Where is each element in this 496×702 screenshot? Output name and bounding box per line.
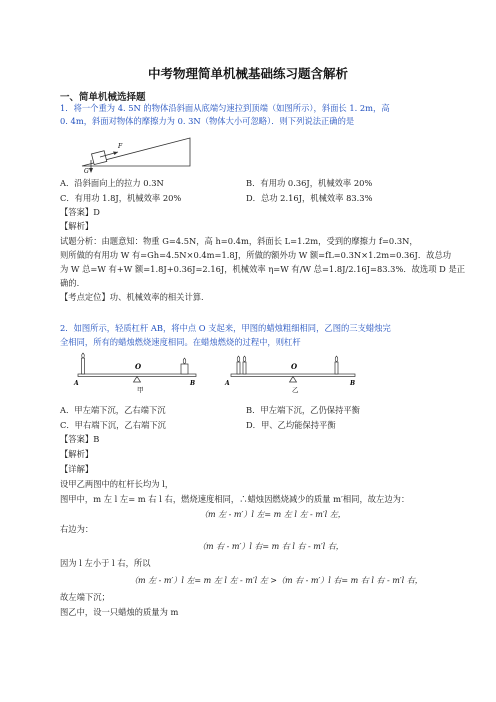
q2-conclusion: 故左端下沉； xyxy=(60,592,110,602)
q1-analysis-heading: 【解析】 xyxy=(60,221,94,231)
q1-option-b: B．有用功 0.36J，机械效率 20% xyxy=(246,178,373,188)
q2-option-d: D．甲、乙均能保持平衡 xyxy=(246,420,336,430)
incline-diagram xyxy=(78,133,198,173)
lever-end-a-jia: A xyxy=(74,380,79,387)
q2-equation-right: （m 右 - m′）l 右= m 右 l 右 - m′l 右， xyxy=(198,542,344,551)
q1-stem-line-2: 0. 4m，斜面对物体的摩擦力为 0. 3N（物体大小可忽略）．则下列说法正确的是 xyxy=(60,116,355,126)
q2-option-b: B．甲左端下沉，乙仍保持平衡 xyxy=(246,405,360,415)
q1-analysis-line-2: 则所做的有用功 W 有=Gh=4.5N×0.4m=1.8J，所做的额外功 W 额=fL=0.3N×1.2m=0.36J．故总功 xyxy=(60,250,452,260)
lever-diagram-jia xyxy=(74,352,224,402)
page-title: 中考物理简单机械基础练习题含解析 xyxy=(147,66,348,81)
q1-option-a: A．沿斜面向上的拉力 0.3N xyxy=(60,178,164,188)
q2-explanation-5: 图乙中，设一只蜡烛的质量为 m xyxy=(60,607,179,617)
q1-answer: 【答案】D xyxy=(60,207,100,217)
q1-analysis-line-3: 为 W 总=W 有+W 额=1.8J+0.36J=2.16J，机械效率 η=W 有/W 总=1.8J/2.16J=83.3%．故选项 D 是正 xyxy=(60,264,466,274)
q2-equation-left: （m 左 - m′）l 左= m 左 l 左 - m′l 左， xyxy=(200,510,346,519)
gravity-label: G xyxy=(84,168,89,175)
q2-stem-line-1: 2．如图所示，轻质杠杆 AB，将中点 O 支起来，甲图的蜡烛粗细相同，乙图的三支蜡烛完 xyxy=(60,323,391,333)
q2-stem-line-2: 全相同，所有的蜡烛燃烧速度相同。在蜡烛燃烧的过程中，则杠杆 xyxy=(60,337,301,347)
q1-analysis-line-4: 确的. xyxy=(60,278,80,288)
lever-end-b-jia: B xyxy=(190,380,196,387)
q2-option-a: A．甲左端下沉，乙右端下沉 xyxy=(60,405,166,415)
lever-end-a-yi: A xyxy=(225,380,230,387)
figure-caption-yi: 乙 xyxy=(292,386,299,394)
q2-answer: 【答案】B xyxy=(60,434,100,444)
q2-explanation-2: 图甲中，m 左 l 左= m 右 l 右，燃烧速度相同，∴蜡烛因燃烧减少的质量 m′相同，故左边为： xyxy=(60,494,410,504)
q2-analysis-heading: 【解析】 xyxy=(60,449,94,459)
pivot-o-yi: O xyxy=(291,362,298,371)
lever-end-b-yi: B xyxy=(350,380,356,387)
q1-option-c: C．有用功 1.8J，机械效率 20% xyxy=(60,193,182,203)
pivot-o-jia: O xyxy=(135,362,142,371)
q2-explanation-4: 因为 l 左小于 l 右，所以 xyxy=(60,558,151,568)
force-label: F xyxy=(118,143,123,150)
q2-inequality: （m 左 - m′）l 左= m 左 l 左 - m′l 左 >（m 右 - m′）l 右= m 右 l 右 - m′l 右， xyxy=(130,576,423,585)
section-heading: 一、简单机械选择题 xyxy=(60,92,146,103)
lever-diagram-yi xyxy=(222,352,372,402)
figure-caption-jia: 甲 xyxy=(137,386,144,394)
q2-option-c: C．甲右端下沉，乙右端下沉 xyxy=(60,420,166,430)
q1-key-point: 【考点定位】功、机械效率的相关计算. xyxy=(60,292,204,302)
q2-explanation-3: 右边为： xyxy=(60,524,94,534)
q1-analysis-line-1: 试题分析：由题意知：物重 G=4.5N，高 h=0.4m，斜面长 L=1.2m，受到的摩擦力 f=0.3N， xyxy=(60,236,418,246)
q1-option-d: D．总功 2.16J，机械效率 83.3% xyxy=(246,193,373,203)
q1-stem-line-1: 1．将一个重为 4. 5N 的物体沿斜面从底端匀速拉到顶端（如图所示），斜面长 1. 2m，高 xyxy=(60,103,390,113)
q2-explanation-1: 设甲乙两图中的杠杆长均为 l， xyxy=(60,479,174,489)
q2-detail-heading: 【详解】 xyxy=(60,464,94,474)
